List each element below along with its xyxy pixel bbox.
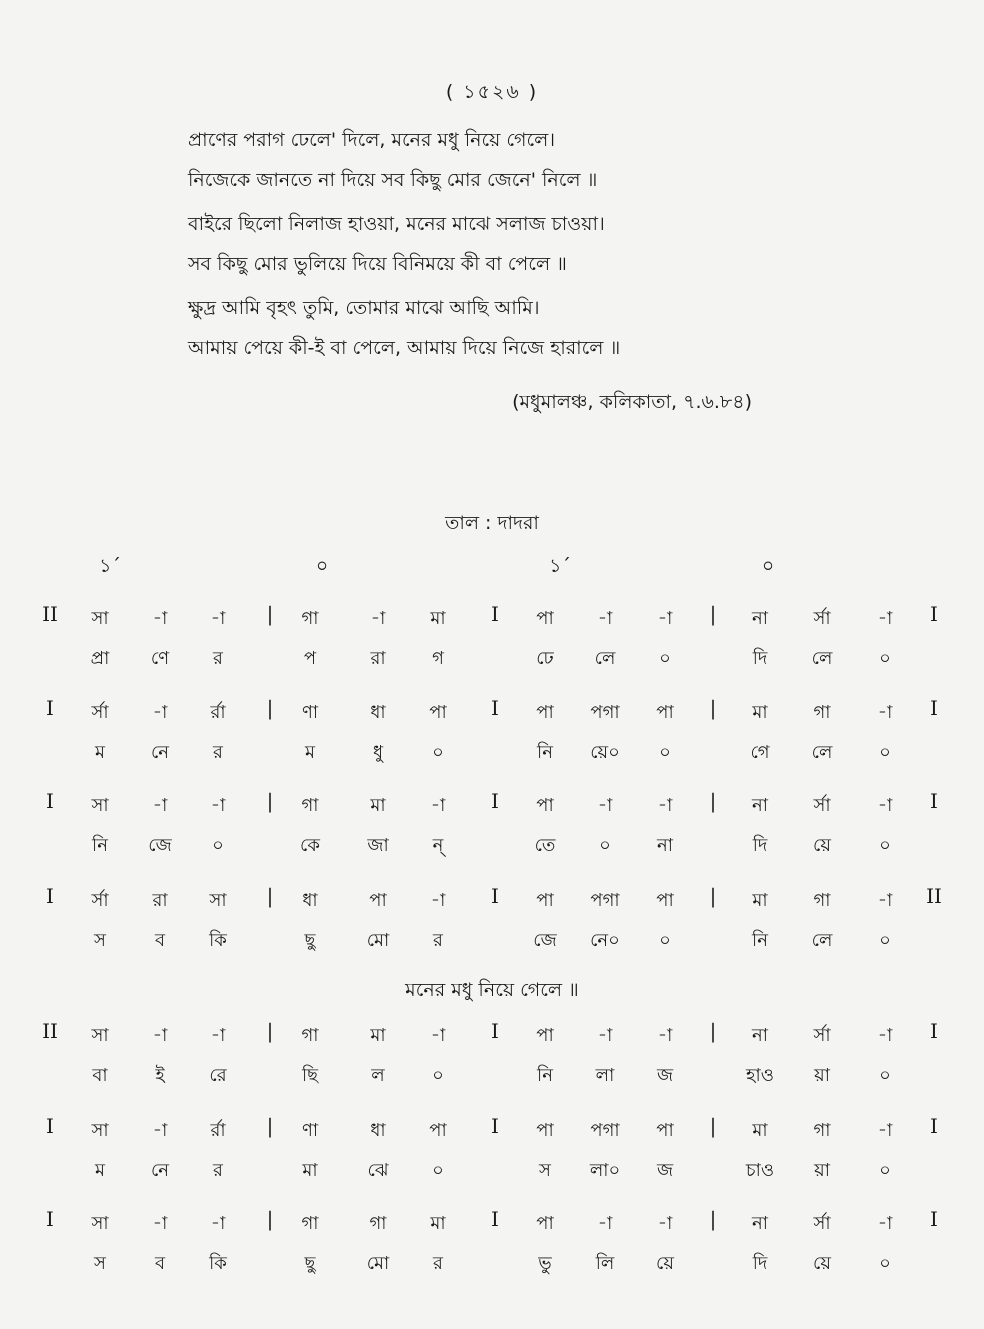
notation-block [0,692,984,772]
line-caption: মনের মধু নিয়ে গেলে ॥ [405,979,579,1001]
notation-block [0,598,984,678]
swara-note: -া [877,1120,893,1141]
swara-note: গা [813,1120,831,1141]
beat-divider: I [491,1019,499,1043]
lyric-syllable: ০ [879,835,891,856]
swara-note: ধা [370,1120,386,1141]
swara-note: -া [877,608,893,629]
poem-line: প্রাণের পরাগ ঢেলে' দিলে, মনের মধু নিয়ে গেলে। [188,129,556,151]
swara-note: সা [91,1025,109,1046]
lyric-row [0,732,984,772]
lyric-row [0,920,984,960]
beat-divider: | [709,602,717,626]
swara-note: মা [752,1120,768,1141]
swara-note: পা [536,702,554,723]
lyric-syllable: মো [366,1253,390,1274]
poem-text [188,120,808,368]
lyric-syllable: র [213,1160,223,1181]
lyric-syllable: প [303,648,317,669]
lyric-syllable: ন্ [432,835,444,856]
swara-note: মা [370,1025,386,1046]
lyric-syllable: গ [432,648,444,669]
swara-note: -া [210,608,226,629]
lyric-syllable: জা [367,835,389,856]
lyric-syllable: মো [366,930,390,951]
lyric-syllable: য়ে০ [590,742,620,763]
lyric-syllable: ০ [432,1065,444,1086]
swara-row [0,598,984,638]
swara-note: -া [597,1213,613,1234]
swara-note: ণা [301,1120,319,1141]
lyric-syllable: য়ে [656,1253,674,1274]
bar-line: I [46,789,54,813]
swara-note: পগা [590,890,620,911]
lyric-syllable: ম [95,742,105,763]
poem-line: বাইরে ছিলো নিলাজ হাওয়া, মনের মাঝে সলাজ চাওয়া। [188,213,605,235]
swara-row [0,692,984,732]
beat-divider: I [491,789,499,813]
swara-note: -া [657,1025,673,1046]
swara-note: পা [536,1213,554,1234]
lyric-syllable: ০ [879,1253,891,1274]
swara-note: পগা [590,1120,620,1141]
swara-note: পা [656,702,674,723]
lyric-syllable: নে [150,1160,170,1181]
swara-note: র্সা [813,1025,831,1046]
lyric-syllable: লা [595,1065,615,1086]
swara-note: সা [91,1213,109,1234]
poem-line: আমায় পেয়ে কী-ই বা পেলে, আমায় দিয়ে নিজে হারালে ॥ [188,337,621,359]
swara-note: গা [813,702,831,723]
swara-note: মা [752,890,768,911]
lyric-syllable: জ [656,1065,674,1086]
poem-line: নিজেকে জানতে না দিয়ে সব কিছু মোর জেনে' নিলে ॥ [188,169,598,191]
swara-row [0,1015,984,1055]
lyric-syllable: ০ [599,835,611,856]
beat-divider: | [266,602,274,626]
swara-note: -া [877,702,893,723]
lyric-syllable: ই [155,1065,165,1086]
page-number: ( ১৫২৬ ) [445,81,539,103]
beat-divider: | [266,696,274,720]
swara-note: সা [91,795,109,816]
swara-note: -া [657,1213,673,1234]
swara-note: -া [152,608,168,629]
lyric-syllable: প্রা [90,648,110,669]
beat-mark: ০ [315,555,329,577]
swara-note: -া [430,795,446,816]
lyric-syllable: ম [95,1160,105,1181]
lyric-syllable: লে [811,930,833,951]
swara-note: র্সা [813,795,831,816]
swara-note: ধা [302,890,318,911]
lyric-syllable: র [213,742,223,763]
swara-note: র্সা [91,890,109,911]
bar-line: I [930,1207,938,1231]
swara-note: পগা [590,702,620,723]
lyric-syllable: র [433,1253,443,1274]
lyric-syllable: ব [154,930,166,951]
lyric-syllable: লে [811,648,833,669]
lyric-syllable: স [539,1160,551,1181]
lyric-syllable: ণে [150,648,170,669]
bar-line: II [926,884,942,908]
swara-note: গা [301,1025,319,1046]
beat-divider: | [709,884,717,908]
swara-note: গা [301,1213,319,1234]
swara-note: -া [877,795,893,816]
lyric-syllable: নি [537,1065,553,1086]
swara-note: -া [597,1025,613,1046]
beat-divider: | [266,1114,274,1138]
swara-note: -া [152,1120,168,1141]
swara-note: -া [597,608,613,629]
lyric-syllable: বা [92,1065,108,1086]
beat-divider: I [491,884,499,908]
swara-note: -া [210,795,226,816]
lyric-syllable: কে [300,835,320,856]
lyric-syllable: নে [150,742,170,763]
beat-divider: | [709,1114,717,1138]
lyric-syllable: ভু [538,1253,552,1274]
swara-note: -া [877,1025,893,1046]
bar-line: I [46,1207,54,1231]
lyric-syllable: ছি [301,1065,319,1086]
swara-note: পা [536,890,554,911]
swara-note: সা [91,608,109,629]
swara-row [0,1110,984,1150]
beat-divider: I [491,696,499,720]
lyric-syllable: লে [594,648,616,669]
swara-note: পা [536,1120,554,1141]
lyric-syllable: ০ [879,648,891,669]
lyric-syllable: না [657,835,673,856]
lyric-syllable: লে [811,742,833,763]
swara-note: -া [152,795,168,816]
lyric-syllable: য়ে [813,1253,831,1274]
lyric-syllable: য়া [814,1065,830,1086]
swara-note: গা [813,890,831,911]
swara-note: -া [657,608,673,629]
lyric-syllable: জে [148,835,172,856]
swara-note: সা [91,1120,109,1141]
swara-note: -া [657,795,673,816]
lyric-syllable: য়া [814,1160,830,1181]
swara-note: -া [597,795,613,816]
lyric-syllable: লি [595,1253,615,1274]
bar-line: I [930,602,938,626]
swara-note: -া [430,890,446,911]
lyric-syllable: চাও [745,1160,775,1181]
lyric-syllable: ল [371,1065,385,1086]
lyric-syllable: দি [752,835,768,856]
swara-note: -া [210,1213,226,1234]
swara-note: -া [370,608,386,629]
lyric-row [0,825,984,865]
lyric-syllable: নি [92,835,108,856]
swara-note: না [752,795,768,816]
bar-line: II [42,602,58,626]
swara-note: পা [656,1120,674,1141]
beat-mark: ০ [761,555,775,577]
swara-note: র্সা [91,702,109,723]
lyric-syllable: ধু [372,742,384,763]
swara-row [0,1203,984,1243]
beat-divider: I [491,1207,499,1231]
lyric-syllable: কি [209,1253,227,1274]
lyric-syllable: ০ [879,1160,891,1181]
swara-note: -া [877,1213,893,1234]
lyric-syllable: লা০ [589,1160,621,1181]
lyric-syllable: ঢে [536,648,554,669]
beat-divider: | [266,884,274,908]
lyric-syllable: ম [305,742,315,763]
lyric-syllable: ০ [432,742,444,763]
swara-note: রা [152,890,168,911]
notation-block [0,1110,984,1190]
swara-note: সা [209,890,227,911]
lyric-row [0,1150,984,1190]
lyric-syllable: র [213,648,223,669]
lyric-syllable: দি [752,1253,768,1274]
beat-divider: | [709,696,717,720]
notation-block [0,785,984,865]
poem-line: ক্ষুদ্র আমি বৃহৎ তুমি, তোমার মাঝে আছি আমি। [188,297,540,319]
lyric-syllable: জ [656,1160,674,1181]
swara-row [0,785,984,825]
lyric-syllable: রে [209,1065,227,1086]
swara-note: মা [430,1213,446,1234]
bar-line: I [46,1114,54,1138]
swara-note: গা [301,795,319,816]
bar-line: I [930,696,938,720]
beat-marks [0,552,984,588]
swara-note: ণা [301,702,319,723]
lyric-syllable: নি [752,930,768,951]
bar-line: II [42,1019,58,1043]
lyric-row [0,1055,984,1095]
lyric-syllable: ০ [432,1160,444,1181]
lyric-syllable: তে [534,835,556,856]
swara-note: র্রা [210,702,226,723]
lyric-syllable: ছু [304,930,316,951]
beat-divider: I [491,602,499,626]
swara-note: পা [536,608,554,629]
lyric-syllable: য়ে [813,835,831,856]
lyric-syllable: ০ [659,930,671,951]
beat-mark: ১´ [99,555,121,577]
swara-note: র্সা [813,608,831,629]
swara-note: পা [429,1120,447,1141]
lyric-syllable: ০ [659,742,671,763]
swara-note: গা [301,608,319,629]
bar-line: I [930,1114,938,1138]
lyric-syllable: ০ [659,648,671,669]
swara-note: ধা [370,702,386,723]
lyric-syllable: গে [750,742,770,763]
lyric-syllable: স [94,930,106,951]
swara-note: -া [210,1025,226,1046]
notation-block [0,1203,984,1283]
lyric-syllable: ০ [212,835,224,856]
lyric-syllable: হাও [746,1065,774,1086]
swara-note: গা [369,1213,387,1234]
swara-note: না [752,1213,768,1234]
lyric-row [0,1243,984,1283]
swara-note: -া [152,702,168,723]
lyric-syllable: নে০ [590,930,620,951]
swara-note: পা [429,702,447,723]
lyric-syllable: ব [154,1253,166,1274]
swara-note: র্সা [813,1213,831,1234]
swara-note: পা [656,890,674,911]
beat-divider: | [266,1019,274,1043]
swara-note: না [752,608,768,629]
lyric-syllable: ০ [879,1065,891,1086]
beat-divider: I [491,1114,499,1138]
poem-line: সব কিছু মোর ভুলিয়ে দিয়ে বিনিময়ে কী বা পেলে ॥ [188,253,567,275]
beat-divider: | [266,789,274,813]
swara-note: মা [752,702,768,723]
lyric-syllable: জে [533,930,557,951]
source-citation: (মধুমালঞ্চ, কলিকাতা, ৭.৬.৮৪) [512,391,752,413]
bar-line: I [930,1019,938,1043]
beat-divider: | [709,789,717,813]
swara-note: পা [536,795,554,816]
swara-note: -া [152,1025,168,1046]
beat-divider: | [266,1207,274,1231]
swara-note: -া [152,1213,168,1234]
notation-block [0,1015,984,1095]
notation-block [0,880,984,960]
bar-line: I [46,884,54,908]
lyric-syllable: ছু [304,1253,316,1274]
lyric-syllable: ঝে [367,1160,389,1181]
swara-note: মা [370,795,386,816]
lyric-syllable: স [94,1253,106,1274]
swara-note: মা [430,608,446,629]
bar-line: I [930,789,938,813]
swara-note: র্রা [210,1120,226,1141]
lyric-syllable: র [433,930,443,951]
lyric-syllable: দি [752,648,768,669]
bar-line: I [46,696,54,720]
lyric-row [0,638,984,678]
lyric-syllable: কি [209,930,227,951]
lyric-syllable: রা [370,648,386,669]
swara-note: -া [430,1025,446,1046]
lyric-syllable: ০ [879,930,891,951]
swara-note: পা [369,890,387,911]
lyric-syllable: নি [537,742,553,763]
beat-divider: | [709,1207,717,1231]
beat-mark: ১´ [549,555,571,577]
beat-divider: | [709,1019,717,1043]
taal-heading: তাল : দাদরা [445,512,539,534]
swara-row [0,880,984,920]
swara-note: -া [877,890,893,911]
swara-note: না [752,1025,768,1046]
lyric-syllable: মা [302,1160,318,1181]
swara-note: পা [536,1025,554,1046]
lyric-syllable: ০ [879,742,891,763]
